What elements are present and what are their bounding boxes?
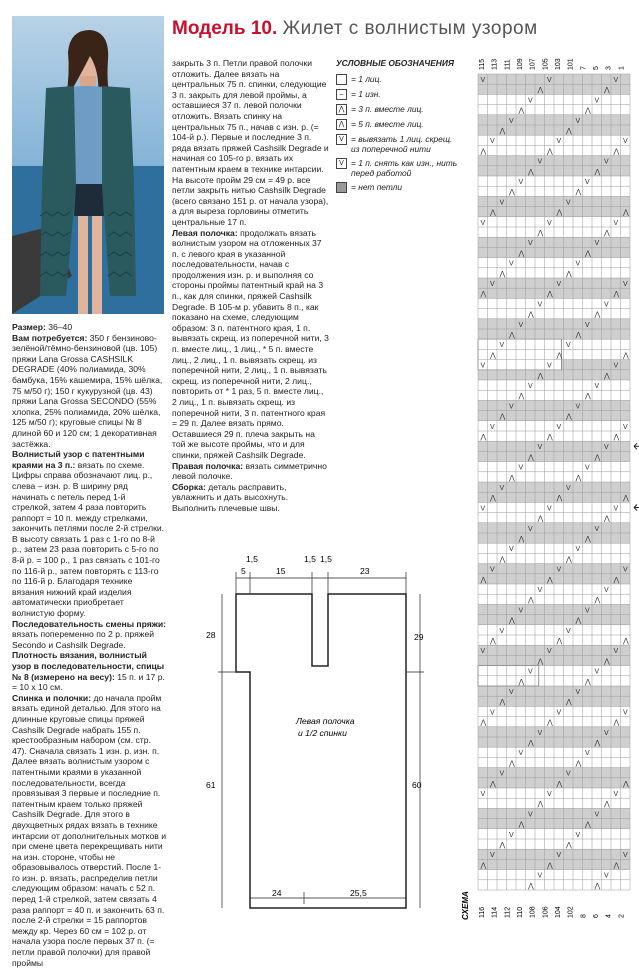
chart-stitch-symbol: V (480, 362, 486, 370)
legend-text: = вывязать 1 лиц. скрещ. из поперечной нити (351, 134, 453, 154)
chart-stitch-symbol: V (509, 689, 514, 696)
chart-stitch-symbol: ⋀ (547, 434, 553, 441)
chart-row-number: 8 (580, 914, 588, 918)
chart-stitch-symbol: ⋀ (480, 576, 487, 584)
chart-stitch-symbol: ⋀ (490, 352, 496, 360)
chart-stitch-symbol: V (566, 199, 571, 207)
chart-stitch-symbol: V (575, 260, 581, 268)
page-header (172, 18, 538, 40)
chart-stitch-symbol: V (490, 709, 495, 717)
legend-text: = нет петли (351, 182, 403, 192)
chart-row-number: 116 (479, 906, 486, 918)
chart-row-number: 111 (504, 59, 512, 70)
chart-stitch-symbol: V (613, 219, 619, 227)
chart-stitch-symbol: ⋀ (594, 740, 601, 747)
chart-stitch-symbol: V (623, 138, 628, 146)
chart-row-number: 4 (605, 914, 613, 918)
diagram-dim-15: 15 (276, 566, 286, 576)
chart-stitch-symbol: ⋀ (499, 842, 506, 849)
chart-stitch-symbol: V (623, 281, 628, 288)
chart-stitch-symbol: ⋀ (528, 882, 534, 890)
chart-stitch-symbol: V (499, 199, 505, 207)
chart-stitch-symbol: ⋀ (499, 699, 506, 707)
col2-heading: Сборка: (172, 481, 206, 492)
chart-stitch-symbol: ⋀ (547, 148, 553, 156)
chart-stitch-symbol: ⋀ (518, 821, 525, 829)
chart-stitch-symbol: ⋀ (480, 148, 487, 156)
chart-stitch-symbol: ⋀ (556, 638, 563, 645)
diagram-dim-25-5: 25,5 (350, 888, 367, 898)
legend-item (336, 119, 460, 130)
chart-stitch-symbol: ⋀ (499, 413, 506, 421)
chart-stitch-symbol: V (547, 77, 552, 84)
chart-row-number: 107 (529, 58, 537, 70)
chart-stitch-symbol: V (566, 485, 571, 492)
chart-stitch-symbol: ⋀ (509, 189, 515, 197)
model-number: Модель 10. (172, 18, 278, 39)
chart-stitch-symbol: V (585, 321, 590, 329)
chart-stitch-symbol: ⋀ (537, 515, 544, 523)
chart-stitch-symbol: ⋀ (528, 454, 534, 462)
model-photo (12, 16, 164, 314)
chart-stitch-symbol: ⋀ (613, 576, 620, 584)
chart-stitch-symbol: V (556, 281, 562, 288)
chart-stitch-symbol: ⋀ (575, 189, 582, 197)
chart-stitch-symbol: V (556, 566, 562, 574)
legend-symbol-icon: ⋀ (336, 104, 347, 115)
chart-stitch-symbol: V (528, 383, 533, 390)
chart-stitch-symbol: V (537, 158, 543, 166)
chart-stitch-symbol: ⋀ (604, 372, 610, 380)
chart-stitch-symbol: V (518, 750, 524, 758)
col2-paragraph (172, 58, 330, 228)
chart-stitch-symbol: V (556, 423, 562, 431)
chart-stitch-symbol: ⋀ (566, 128, 572, 135)
chart-stitch-symbol: V (566, 627, 571, 635)
chart-stitch-symbol: V (613, 77, 619, 84)
chart-stitch-symbol: ⋀ (556, 209, 563, 217)
diagram-dim-28: 28 (206, 630, 216, 640)
chart-stitch-symbol: V (556, 138, 562, 146)
chart-stitch-symbol: V (509, 117, 514, 125)
chart-stitch-symbol: ⋀ (556, 495, 563, 503)
chart-stitch-symbol: ⋀ (528, 311, 534, 319)
chart-stitch-symbol: ⋀ (604, 230, 610, 237)
chart-stitch-symbol: ⋀ (499, 128, 506, 135)
chart-stitch-symbol: ⋀ (528, 168, 534, 176)
col1-paragraph (12, 449, 166, 619)
instructions-column-1 (12, 322, 166, 968)
chart-row-number: 104 (555, 906, 562, 918)
col2-text: продолжать вязать волнистым узором на отложенных 37 п. с левого края в указанной последовательности, начав с продолжения изн. р. и выполняя со стороны проймы патентный край на 3 п., как для спинки, пряжей Cashsilk Degrade. В 105-м р. убавить 8 п., как показано на схеме, следующим образом: 3 п. патентного края, 1 п. вывязать скрещ. из поперечной нити, 3 п. вместе лиц., 1 лиц., * 5 п. вместе лиц., 2 лиц., 1 п. вывязать скрещ. из поперечной нити, 2 лиц., 1 п. вывязать скрещ. из поперечной нити, 2 лиц., повторить от * 1 раз, 5 п. вместе лиц., 2 лиц., 1 п. вывязать скрещ. из поперечной нити, 3 п. патентного края = 29 п. Далее вязать прямо. Оставшиеся 29 п. плеча закрыть на той же высоте проймы, что и для спинки, пряжей Cashsilk Degrade. (172, 227, 329, 460)
chart-stitch-symbol: V (575, 117, 581, 125)
col2-paragraph (172, 482, 330, 514)
chart-row-number: 105 (542, 58, 550, 70)
chart-stitch-symbol: ⋀ (594, 597, 601, 605)
chart-stitch-symbol: V (566, 770, 571, 778)
col1-paragraph (12, 650, 166, 692)
chart-row-number: 101 (567, 58, 575, 70)
chart-stitch-symbol: ⋀ (509, 332, 515, 339)
chart-stitch-symbol: ⋀ (613, 291, 620, 299)
chart-stitch-symbol: ⋀ (537, 658, 544, 666)
chart-stitch-symbol: V (490, 281, 495, 288)
legend-text: = 1 изн. (351, 89, 381, 99)
legend-text: = 5 п. вместе лиц. (351, 119, 424, 129)
chart-stitch-symbol: ⋀ (623, 638, 629, 645)
chart-stitch-symbol: V (547, 505, 552, 513)
col1-text: вязать попеременно по 2 р. пряжей Secondo и Cashsilk Degrade. (12, 629, 155, 650)
col2-paragraph (172, 461, 330, 482)
col1-text: вязать по схеме. Цифры справа обозначают лиц. р., слева – изн. р. В ширину ряд начинать с петель перед 1-й стрелкой, затем 4 раза повторить раппорт = 10 п. между стрелками, закончить петлями после 2-й стрелки. В высоту связать 1 раз с 1-го по 8-й р., затем 23 раза повторить с 5-го по 8-й р. = 100 р., 1 раз связать с 101-го по 116-й р., затем повторять с 113-го по 116-й р. Благодаря технике вязания нижний край изделия автоматически приобретает волнистую форму. (12, 459, 165, 619)
legend-list (336, 74, 460, 193)
chart-stitch-symbol: ⋀ (518, 107, 525, 115)
chart-stitch-symbol: V (575, 546, 581, 554)
instructions-column-2 (172, 58, 330, 514)
diagram-dim-61: 61 (206, 780, 216, 790)
chart-stitch-symbol: V (613, 791, 619, 798)
col2-text: вязать симметрично левой полочке. (172, 460, 327, 482)
chart-stitch-symbol: V (547, 362, 552, 370)
chart-stitch-symbol: V (480, 77, 486, 84)
chart-stitch-symbol: ⋀ (509, 617, 515, 625)
chart-stitch-symbol: V (518, 179, 524, 186)
chart-row-number: 6 (593, 914, 600, 918)
chart-stitch-symbol: ⋀ (604, 801, 610, 809)
chart-stitch-symbol: V (604, 729, 609, 737)
chart-stitch-symbol: V (585, 464, 590, 472)
knitting-chart (461, 52, 634, 920)
chart-stitch-symbol: V (604, 872, 609, 880)
col1-heading: Волнистый узор с патентными краями на 3 п.: (12, 449, 145, 470)
chart-row-number: 102 (567, 906, 575, 918)
chart-stitch-symbol: ⋀ (613, 148, 620, 156)
chart-stitch-symbol: V (490, 138, 495, 146)
chart-stitch-symbol: V (518, 464, 524, 472)
chart-stitch-symbol: ⋀ (575, 760, 582, 768)
chart-stitch-symbol: V (480, 219, 486, 227)
col1-heading: Размер: (12, 322, 46, 332)
chart-stitch-symbol: ⋀ (585, 678, 591, 686)
chart-stitch-symbol: V (518, 607, 524, 615)
diagram-dim-60: 60 (412, 780, 422, 790)
col2-text: закрыть 3 п. Петли правой полочки отложить. Далее вязать на центральных 75 п. спинки, следующие 3 п. закрыть для левой проймы, а оставшиеся 37 п. левой полочки отложить. Вязать спинку на центральных 75 п., начав с изн. р. (= 104-й р.). Первые и последние 3 п. ряда вязать пряжей Cashsilk Degrade и начиная со 105-го р. вязать их патентным краем в технике интарсии. На высоте пройм 29 см = 49 р. все петли закрыть нитью Cashsilk Degrade (всего связано 151 р. от начала узора), а для выреза горловины отметить центральные 17 п. (172, 58, 329, 227)
chart-stitch-symbol: V (556, 852, 562, 860)
chart-stitch-symbol: V (490, 566, 495, 574)
chart-stitch-symbol: ⋀ (490, 638, 496, 645)
chart-row-number: 115 (479, 58, 486, 70)
chart-stitch-symbol: ⋀ (613, 862, 620, 870)
chart-stitch-symbol: ⋀ (604, 87, 610, 95)
col1-paragraph (12, 333, 166, 450)
chart-stitch-symbol: V (585, 607, 590, 615)
chart-stitch-symbol: ⋀ (566, 699, 572, 707)
chart-stitch-symbol: V (509, 831, 514, 839)
chart-stitch-symbol: ⋀ (575, 617, 582, 625)
chart-stitch-symbol: ⋀ (480, 434, 487, 441)
chart-stitch-symbol: ⋀ (480, 862, 487, 870)
chart-stitch-symbol: ⋀ (585, 250, 591, 258)
chart-stitch-symbol: V (623, 852, 628, 860)
chart-stitch-symbol: ⋀ (537, 801, 544, 809)
chart-stitch-symbol: ⋀ (623, 352, 629, 360)
chart-stitch-symbol: V (575, 403, 581, 411)
chart-row-number: 109 (517, 58, 524, 70)
chart-stitch-symbol: V (613, 648, 619, 656)
chart-stitch-symbol: V (490, 852, 495, 860)
legend-item (336, 74, 460, 85)
chart-stitch-symbol: ⋀ (575, 474, 582, 482)
chart-stitch-symbol: V (480, 648, 486, 656)
legend (336, 58, 460, 197)
chart-stitch-symbol: V (509, 546, 514, 554)
legend-symbol-icon (336, 74, 347, 85)
chart-stitch-symbol: ⋀ (518, 536, 525, 543)
diagram-dim-1-5-left: 1,5 (246, 554, 258, 564)
col1-paragraph (12, 693, 166, 968)
col1-text: до начала пройм вязать единой деталью. Для этого на длинные круговые спицы пряжей Cashsilk Degrade набрать 155 п. крестообразным набором (см. стр. 47). Сначала связать 1 изн. р. изн. п. Далее вязать волнистым узором с патентными краями в указанной последовательности, всегда провязывая 3 первые и последние п. патентным краем только пряжей Cashsilk Degrade. Для этого в двухцветных рядах вязать в технике интарсии от дополнительных мотков и при смене цвета перекрещивать нити на изн. стороне, чтобы не образовывалось отверстий. После 1-го изн. р. вязать, распределив петли следующим образом: начать с 52 п. перед 1-й стрелкой, затем связать 4 раза раппорт = 40 п. и закончить 63 п. после 2-й стрелки = 15 раппортов между кр. Через 60 см = 102 р. от начала узора после первых 37 п. (= петли правой полочки) для правой проймы (12, 692, 166, 968)
diagram-dim-1-5-center-b: 1,5 (320, 554, 332, 564)
chart-stitch-symbol: V (594, 811, 600, 819)
chart-row-number: 2 (618, 914, 626, 918)
legend-symbol-icon: ■ (336, 182, 347, 193)
chart-stitch-symbol: V (537, 301, 543, 309)
chart-stitch-symbol: ⋀ (613, 434, 620, 441)
col1-paragraph (12, 619, 166, 651)
chart-stitch-symbol: V (547, 791, 552, 798)
col2-paragraph (172, 228, 330, 461)
chart-stitch-symbol: V (604, 444, 609, 452)
chart-stitch-symbol: ⋀ (594, 454, 601, 462)
legend-text: = 1 лиц. (351, 74, 382, 84)
chart-row-number: 1 (618, 66, 626, 70)
chart-row-number: 103 (555, 58, 562, 70)
chart-row-number: 108 (529, 906, 537, 918)
col2-heading: Левая полочка: (172, 227, 238, 238)
chart-stitch-symbol: V (604, 158, 609, 166)
chart-stitch-symbol: ⋀ (594, 168, 601, 176)
chart-stitch-symbol: V (518, 321, 524, 329)
chart-stitch-symbol: V (499, 770, 505, 778)
col1-text: 15 п. и 17 р. = 10 х 10 см. (12, 671, 165, 693)
col2-text: деталь расправить, увлажнить и дать высохнуть. Выполнить плечевые швы. (172, 481, 289, 513)
chart-stitch-symbol: ⋀ (566, 842, 572, 849)
legend-symbol-icon: ⋀ (336, 119, 347, 130)
chart-stitch-symbol: V (490, 423, 495, 431)
legend-item (336, 104, 460, 115)
chart-stitch-symbol: V (623, 423, 628, 431)
legend-item (336, 158, 460, 178)
chart-stitch-symbol: V (509, 260, 514, 268)
chart-stitch-symbol: V (528, 525, 533, 533)
legend-symbol-icon: – (336, 89, 347, 100)
chart-stitch-symbol: V (585, 750, 590, 758)
diagram-dim-29: 29 (414, 632, 424, 642)
chart-stitch-symbol: V (528, 811, 533, 819)
chart-stitch-symbol: V (528, 240, 533, 248)
chart-stitch-symbol: ⋀ (528, 740, 534, 747)
col1-paragraph (12, 322, 166, 333)
chart-stitch-symbol: ⋀ (556, 780, 563, 788)
legend-symbol-icon: V (336, 158, 347, 169)
chart-stitch-symbol: ⋀ (537, 87, 544, 95)
col1-text: 36–40 (45, 322, 73, 332)
col1-heading: Вам потребуется: (12, 332, 88, 343)
model-title: Жилет с волнистым узором (282, 18, 538, 39)
diagram-dim-5: 5 (241, 566, 246, 576)
chart-stitch-symbol: V (594, 97, 600, 105)
chart-row-number: 5 (593, 66, 600, 70)
chart-stitch-symbol: V (594, 240, 600, 248)
chart-stitch-symbol: V (528, 97, 533, 105)
chart-stitch-symbol: ⋀ (528, 597, 534, 605)
chart-stitch-symbol: V (566, 342, 571, 350)
chart-stitch-symbol: ⋀ (490, 209, 496, 217)
chart-row-number: 7 (580, 66, 588, 70)
chart-arrow-icon (634, 443, 639, 449)
chart-stitch-symbol: ⋀ (575, 332, 582, 339)
chart-stitch-symbol: ⋀ (556, 352, 563, 360)
chart-stitch-symbol: ⋀ (547, 291, 553, 299)
col1-heading: Спинка и полочки: (12, 692, 92, 703)
diagram-caption-2: и 1/2 спинки (298, 728, 347, 738)
col1-heading: Плотность вязания, волнистый узор в последовательности, спицы № 8 (измерено на весу): (12, 650, 165, 682)
chart-label: СХЕМА (461, 891, 470, 920)
col2-heading: Правая полочка: (172, 460, 244, 471)
chart-stitch-symbol: ⋀ (499, 556, 506, 564)
chart-stitch-symbol: V (528, 668, 533, 676)
chart-row-number: 114 (491, 906, 499, 918)
chart-stitch-symbol: ⋀ (623, 780, 629, 788)
legend-text: = 1 п. снять как изн., нить перед работой (351, 158, 458, 178)
chart-stitch-symbol: V (604, 587, 609, 594)
chart-row-number: 112 (504, 906, 512, 918)
chart-stitch-symbol: ⋀ (623, 495, 629, 503)
chart-stitch-symbol: V (623, 709, 628, 717)
chart-stitch-symbol: ⋀ (604, 515, 610, 523)
chart-stitch-symbol: V (537, 587, 543, 594)
chart-stitch-symbol: ⋀ (604, 658, 610, 666)
chart-stitch-symbol: ⋀ (566, 413, 572, 421)
legend-item (336, 134, 460, 154)
legend-title: УСЛОВНЫЕ ОБОЗНАЧЕНИЯ (336, 58, 454, 68)
chart-stitch-symbol: ⋀ (547, 576, 553, 584)
chart-stitch-symbol: ⋀ (585, 393, 591, 401)
chart-stitch-symbol: ⋀ (613, 719, 620, 727)
pattern-diagram (200, 548, 440, 908)
chart-row-number: 110 (517, 906, 524, 918)
chart-stitch-symbol: ⋀ (537, 372, 544, 380)
diagram-dim-24: 24 (272, 888, 282, 898)
chart-stitch-symbol: V (480, 791, 486, 798)
chart-stitch-symbol: V (509, 403, 514, 411)
chart-stitch-symbol: ⋀ (490, 780, 496, 788)
chart-stitch-symbol: V (594, 383, 600, 390)
chart-stitch-symbol: ⋀ (518, 393, 525, 401)
chart-stitch-symbol: V (547, 648, 552, 656)
chart-stitch-symbol: ⋀ (480, 291, 487, 299)
chart-stitch-symbol: V (547, 219, 552, 227)
chart-stitch-symbol: ⋀ (490, 495, 496, 503)
chart-stitch-symbol: V (604, 301, 609, 309)
chart-stitch-symbol: V (585, 179, 590, 186)
chart-stitch-symbol: V (575, 831, 581, 839)
chart-stitch-symbol: V (613, 505, 619, 513)
chart-row-number: 113 (491, 58, 499, 70)
chart-stitch-symbol: ⋀ (594, 311, 601, 319)
legend-text: = 3 п. вместе лиц. (351, 104, 424, 114)
chart-stitch-symbol: ⋀ (566, 556, 572, 564)
chart-arrow-icon (634, 505, 639, 511)
chart-stitch-symbol: ⋀ (585, 536, 591, 543)
chart-stitch-symbol: V (556, 709, 562, 717)
chart-stitch-symbol: V (594, 668, 600, 676)
chart-stitch-symbol: V (537, 729, 543, 737)
diagram-dim-1-5-center-a: 1,5 (304, 554, 316, 564)
chart-stitch-symbol: V (499, 485, 505, 492)
legend-symbol-icon: V (336, 134, 347, 145)
chart-stitch-symbol: ⋀ (518, 678, 525, 686)
chart-stitch-symbol: V (499, 627, 505, 635)
chart-stitch-symbol: ⋀ (566, 270, 572, 278)
chart-stitch-symbol: ⋀ (585, 821, 591, 829)
chart-stitch-symbol: V (537, 444, 543, 452)
legend-item (336, 89, 460, 100)
chart-stitch-symbol: ⋀ (547, 862, 553, 870)
chart-stitch-symbol: ⋀ (509, 760, 515, 768)
chart-stitch-symbol: ⋀ (480, 719, 487, 727)
chart-stitch-symbol: V (575, 689, 581, 696)
chart-stitch-symbol: ⋀ (594, 882, 601, 890)
chart-row-number: 106 (542, 906, 550, 918)
chart-stitch-symbol: V (623, 566, 628, 574)
chart-stitch-symbol: V (499, 342, 505, 350)
chart-stitch-symbol: ⋀ (518, 250, 525, 258)
chart-stitch-symbol: V (594, 525, 600, 533)
chart-stitch-symbol: V (480, 505, 486, 513)
chart-stitch-symbol: ⋀ (585, 107, 591, 115)
chart-row-number: 3 (605, 66, 613, 70)
chart-stitch-symbol: V (537, 872, 543, 880)
diagram-dim-23: 23 (360, 566, 370, 576)
chart-stitch-symbol: ⋀ (537, 230, 544, 237)
col1-text: 350 г бензиново-зелёной/тёмно-бензиновой (цв. 105) пряжи Lana Grossa CASHSILK DEGRADE (40% полиамида, 30% бамбука, 15% кашемира, 15% шёлка, 75 м/50 г); 150 г кукурузной (цв. 43) пряжи Lana Grossa SECONDO (55% хлопка, 25% полиамида, 20% шёлка, 125 м/50 г); круговые спицы № 8 длиной 60 и 120 см; 1 декоративная застёжка. (12, 332, 163, 449)
col1-heading: Последовательность смены пряжи: (12, 618, 166, 629)
legend-item (336, 182, 460, 193)
diagram-caption-1: Левая полочка (296, 716, 355, 726)
chart-stitch-symbol: ⋀ (499, 270, 506, 278)
chart-stitch-symbol: ⋀ (547, 719, 553, 727)
chart-stitch-symbol: ⋀ (509, 474, 515, 482)
chart-stitch-symbol: ⋀ (623, 209, 629, 217)
chart-stitch-symbol: V (613, 362, 619, 370)
